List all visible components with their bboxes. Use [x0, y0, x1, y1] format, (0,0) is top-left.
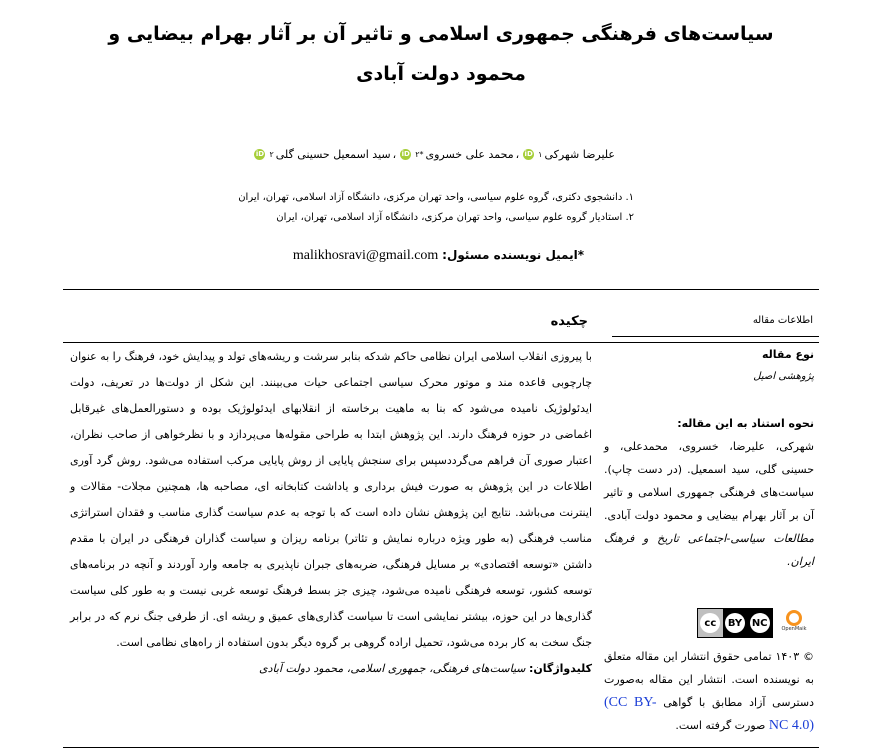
copyright-tail: صورت گرفته است. — [675, 719, 766, 732]
author-sup: ۱ — [538, 150, 543, 159]
citation-journal: مطالعات سیاسی-اجتماعی تاریخ و فرهنگ ایران. — [604, 532, 814, 568]
citation-block — [604, 412, 814, 573]
title-line-2: محمود دولت آبادی — [356, 63, 526, 85]
divider-top — [63, 289, 819, 290]
abstract-text: با پیروزی انقلاب اسلامی ایران نظامی حاکم شدکه بنابر سرشت و ریشه‌های تولد و پیدایش خود، فرهنگ را به عنوان چارچوبی قاعده مند و موتور محرک سیاسی اجتماعی حیات می‌بینند. این شکل از دولت‌ها در تعریف، دولت ایدئولوژیک نامیده می‌شود که بنا به ماهیت برخاسته از انقلابهای ایدئولوژیک بوده و دستورالعمل‌های غیرقابل اغماضی در حوزه فرهنگ دارند. این پژوهش ابتدا به طراحی مقوله‌ها می‌پردازد و با نظرخواهی از صاحب نظران، اعتبار صوری آن فراهم می‌گرددسپس برای سنجش پایایی از روش پایایی مرکب استفاده می‌شود. روش گرد آوری اطلاعات در این پژوهش به صورت فیش برداری و یاداشت کتابخانه ای، مصاحبه ها، همچنین مجلات- مقالات و اینترنت می‌باشد. نتایج این پژوهش نشان داده است که با توجه به عدم سیاست گذاری مناسب و فقدان استراتژی مناسب فرهنگی (به طور ویژه درباره نمایش و تئاتر) برنامه ریزان و سیاست گذاران فرهنگی در ایران با مقدم داشتن «توسعه اقتصادی» بر مسایل فرهنگی، ضربه‌های جبران ناپذیری به جامعه وارد آوردند و آنچه در برنامه‌های توسعه کشور، توسعه فرهنگی نامیده می‌شود، چیزی جز بسط فرهنگ توسعه غربی نیست و به طور کلی سیاست گذاری‌ها در این حوزه، بیشتر نمایشی است تا سیاست گذاری‌های عمیق و ریشه ای. از طرفی جنگ نرم که در برابر جنگ سخت به کار برده می‌شود، تحمیل اراده گروهی بر گروه دیگر بدون استفاده از راه‌های نظامی است. — [70, 350, 592, 649]
citation-label: نحوه استناد به این مقاله: — [677, 417, 814, 430]
title-line-1: سیاست‌های فرهنگی جمهوری اسلامی و تاثیر آن بر آثار بهرام بیضایی و — [108, 23, 774, 45]
nc-icon: NC — [750, 613, 770, 633]
by-icon: BY — [725, 613, 745, 633]
author-name: علیرضا شهرکی — [544, 148, 615, 161]
affiliation-1: ۱. دانشجوی دکتری، گروه علوم سیاسی، واحد تهران مرکزی، دانشگاه آزاد اسلامی، تهران، ایران — [238, 192, 634, 203]
cc-icon: cc — [700, 613, 720, 633]
divider-bottom — [63, 747, 819, 748]
article-info-heading: اطلاعات مقاله — [752, 315, 813, 326]
orcid-icon[interactable]: iD — [401, 150, 410, 158]
license-link[interactable]: (CC BY-NC 4.0) — [604, 695, 814, 733]
author-name: محمد علی خسروی — [425, 148, 514, 161]
abstract-heading: چکیده — [550, 314, 588, 329]
orcid-icon[interactable]: iD — [255, 150, 265, 158]
author-name: سید اسمعیل حسینی گلی — [275, 148, 391, 161]
article-type-value: پژوهشی اصیل — [753, 371, 814, 382]
email-label: *ایمیل نویسنده مسئول: — [442, 248, 584, 262]
copyright-notice — [604, 645, 814, 737]
author-separator: ، — [392, 148, 397, 161]
copyright-text: © ۱۴۰۳ تمامی حقوق انتشار این مقاله متعلق به نویسنده است. انتشار این مقاله به‌صورت دسترسی آزاد مطابق با گواهی — [604, 650, 814, 709]
license-badges — [697, 608, 805, 638]
author-sup: ۲ — [269, 150, 274, 159]
affiliation-2: ۲. استادیار گروه علوم سیاسی، واحد تهران مرکزی، دانشگاه آزاد اسلامی، تهران، ایران — [276, 212, 634, 223]
open-access-icon[interactable] — [783, 610, 805, 636]
paper-title — [70, 14, 812, 94]
open-access-ring-icon — [786, 610, 802, 626]
corresponding-email — [293, 248, 584, 264]
author-list — [252, 148, 615, 161]
citation-text: شهرکی، علیرضا، خسروی، محمدعلی، و حسینی گلی، سید اسمعیل. (در دست چاپ). سیاست‌های فرهنگی جمهوری اسلامی و تاثیر آن بر آثار بهرام بیضایی و محمود دولت آبادی. — [604, 440, 814, 522]
abstract-body — [70, 344, 592, 682]
article-type-block — [604, 344, 814, 388]
divider-info — [612, 336, 819, 337]
orcid-icon[interactable]: iD — [524, 150, 533, 158]
email-address[interactable]: malikhosravi@gmail.com — [292, 248, 439, 263]
cc-license-icon[interactable] — [697, 608, 773, 638]
keywords-label: کلیدواژگان: — [529, 662, 592, 675]
keywords-text: سیاست‌های فرهنگی، جمهوری اسلامی، محمود دولت آبادی — [259, 662, 526, 675]
author-separator: ، — [515, 148, 520, 161]
open-access-label: OpenMaik — [781, 626, 807, 632]
article-type-label: نوع مقاله — [761, 348, 814, 361]
divider-middle — [63, 342, 819, 343]
author-sup: *۲ — [415, 150, 424, 159]
